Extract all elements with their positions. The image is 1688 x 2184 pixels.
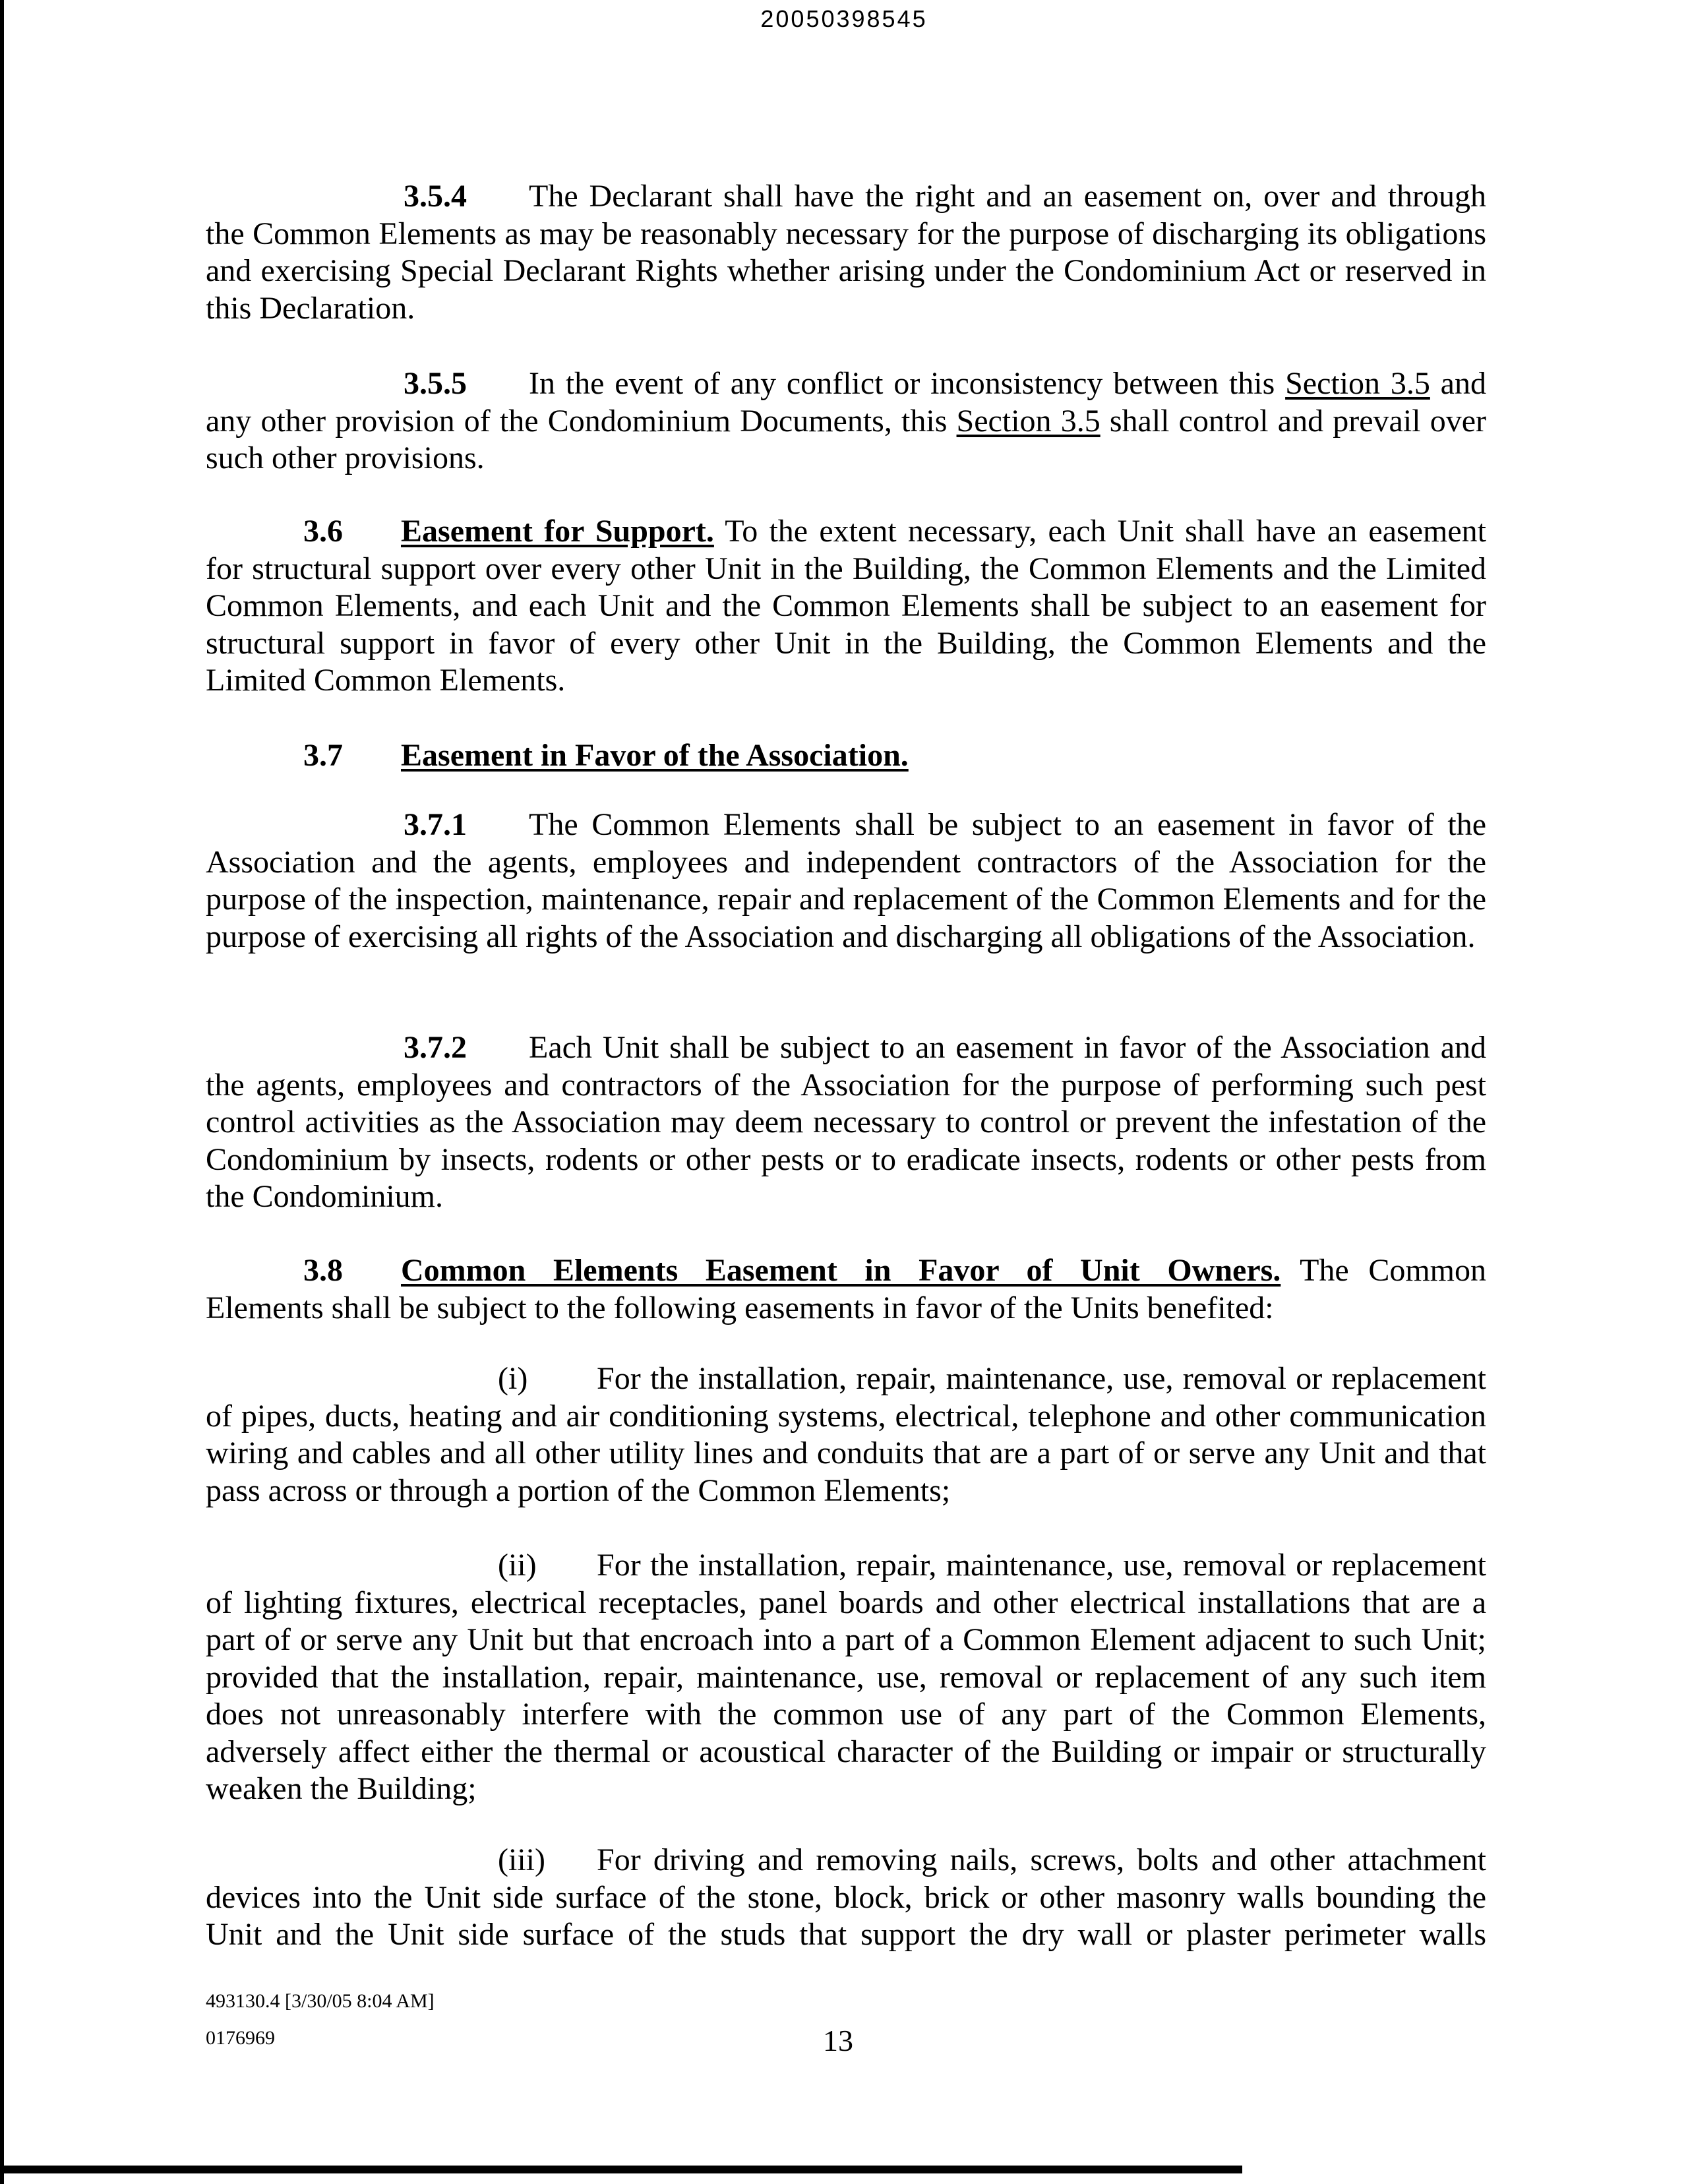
clause-number: (i) bbox=[498, 1361, 528, 1396]
clause-i bbox=[206, 1360, 1486, 1509]
clause-text: For the installation, repair, maintenance, use, removal or replacement of lighting fixtures, electrical receptacles, panel boards and other electrical installations that are a part of or serve any Unit but that encroach into a part of a Common Element adjacent to such Unit; provided that the installation, repair, maintenance, use, removal or replacement of any such item does not unreasonably interfere with the common use of any part of the Common Elements, adversely affect either the thermal or acoustical character of the Building or impair or structurally weaken the Building; bbox=[206, 1548, 1486, 1806]
section-3-7-1 bbox=[206, 806, 1486, 956]
section-3-7 bbox=[206, 737, 1486, 775]
section-3-5-5 bbox=[206, 365, 1486, 477]
section-text: The Common Elements shall be subject to the following easements in favor of the Units benefited: bbox=[206, 1253, 1487, 1325]
section-number: 3.5.4 bbox=[404, 179, 467, 214]
page-number: 13 bbox=[823, 2024, 853, 2057]
section-text: shall control and prevail over such other provisions. bbox=[206, 403, 1486, 475]
section-text: In the event of any conflict or inconsistency between this bbox=[529, 366, 1286, 401]
scan-bottom-bar bbox=[0, 2166, 1242, 2173]
section-3-8 bbox=[206, 1252, 1486, 1327]
clause-iii bbox=[206, 1842, 1486, 1954]
section-number: 3.5.5 bbox=[404, 366, 467, 401]
section-title: Easement in Favor of the Association. bbox=[401, 738, 909, 773]
section-title: Easement for Support. bbox=[401, 514, 714, 549]
section-3-5-4 bbox=[206, 178, 1486, 327]
section-text: and any other provision of the Condominium Documents, this bbox=[206, 366, 1486, 439]
section-number: 3.6 bbox=[303, 514, 343, 549]
section-3-6 bbox=[206, 513, 1486, 700]
section-text: Each Unit shall be subject to an easement in favor of the Association and the agents, employees and contractors of the Association for the purpose of performing such pest control activities as the Association may deem necessary to control or prevent the infestation of the Condominium by insects, rodents or other pests or to eradicate insects, rodents or other pests from the Condominium. bbox=[206, 1030, 1486, 1214]
clause-text: For the installation, repair, maintenance, use, removal or replacement of pipes, ducts, heating and air conditioning systems, electrical, telephone and other communication wiring and cables and all other utility lines and conduits that are a part of or serve any Unit and that pass across or through a portion of the Common Elements; bbox=[206, 1361, 1486, 1508]
section-reference: Section 3.5 bbox=[956, 403, 1100, 439]
clause-text: For driving and removing nails, screws, bolts and other attachment devices into the Unit side surface of the stone, block, brick or other masonry walls bounding the Unit and the Unit side surface of the studs that support the dry wall or plaster perimeter walls bbox=[206, 1842, 1486, 1952]
section-number: 3.7 bbox=[303, 738, 343, 773]
section-title: Common Elements Easement in Favor of Unit Owners. bbox=[401, 1253, 1281, 1288]
scan-left-border bbox=[0, 0, 4, 2184]
section-text: The Common Elements shall be subject to an easement in favor of the Association and the agents, employees and independent contractors of the Association for the purpose of the inspection, maintenance, repair and replacement of the Common Elements and for the purpose of exercising all rights of the Association and discharging all obligations of the Association. bbox=[206, 807, 1486, 954]
section-text: To the extent necessary, each Unit shall have an easement for structural support over every other Unit in the Building, the Common Elements and the Limited Common Elements, and each Unit and the Common Elements shall be subject to an easement for structural support in favor of every other Unit in the Building, the Common Elements and the Limited Common Elements. bbox=[206, 514, 1486, 698]
section-number: 3.7.1 bbox=[404, 807, 467, 842]
clause-number: (iii) bbox=[498, 1842, 545, 1877]
footer-document-id: 493130.4 [3/30/05 8:04 AM] bbox=[206, 1990, 435, 2012]
clause-ii bbox=[206, 1547, 1486, 1808]
section-text: The Declarant shall have the right and an easement on, over and through the Common Elements as may be reasonably necessary for the purpose of discharging its obligations and exercising Special Declarant Rights whether arising under the Condominium Act or reserved in this Declaration. bbox=[206, 179, 1486, 326]
section-number: 3.8 bbox=[303, 1253, 343, 1288]
document-number: 20050398545 bbox=[760, 5, 928, 32]
clause-number: (ii) bbox=[498, 1548, 537, 1583]
section-3-7-2 bbox=[206, 1029, 1486, 1216]
section-number: 3.7.2 bbox=[404, 1030, 467, 1065]
footer-client-id: 0176969 bbox=[206, 2027, 275, 2049]
section-reference: Section 3.5 bbox=[1285, 366, 1430, 401]
